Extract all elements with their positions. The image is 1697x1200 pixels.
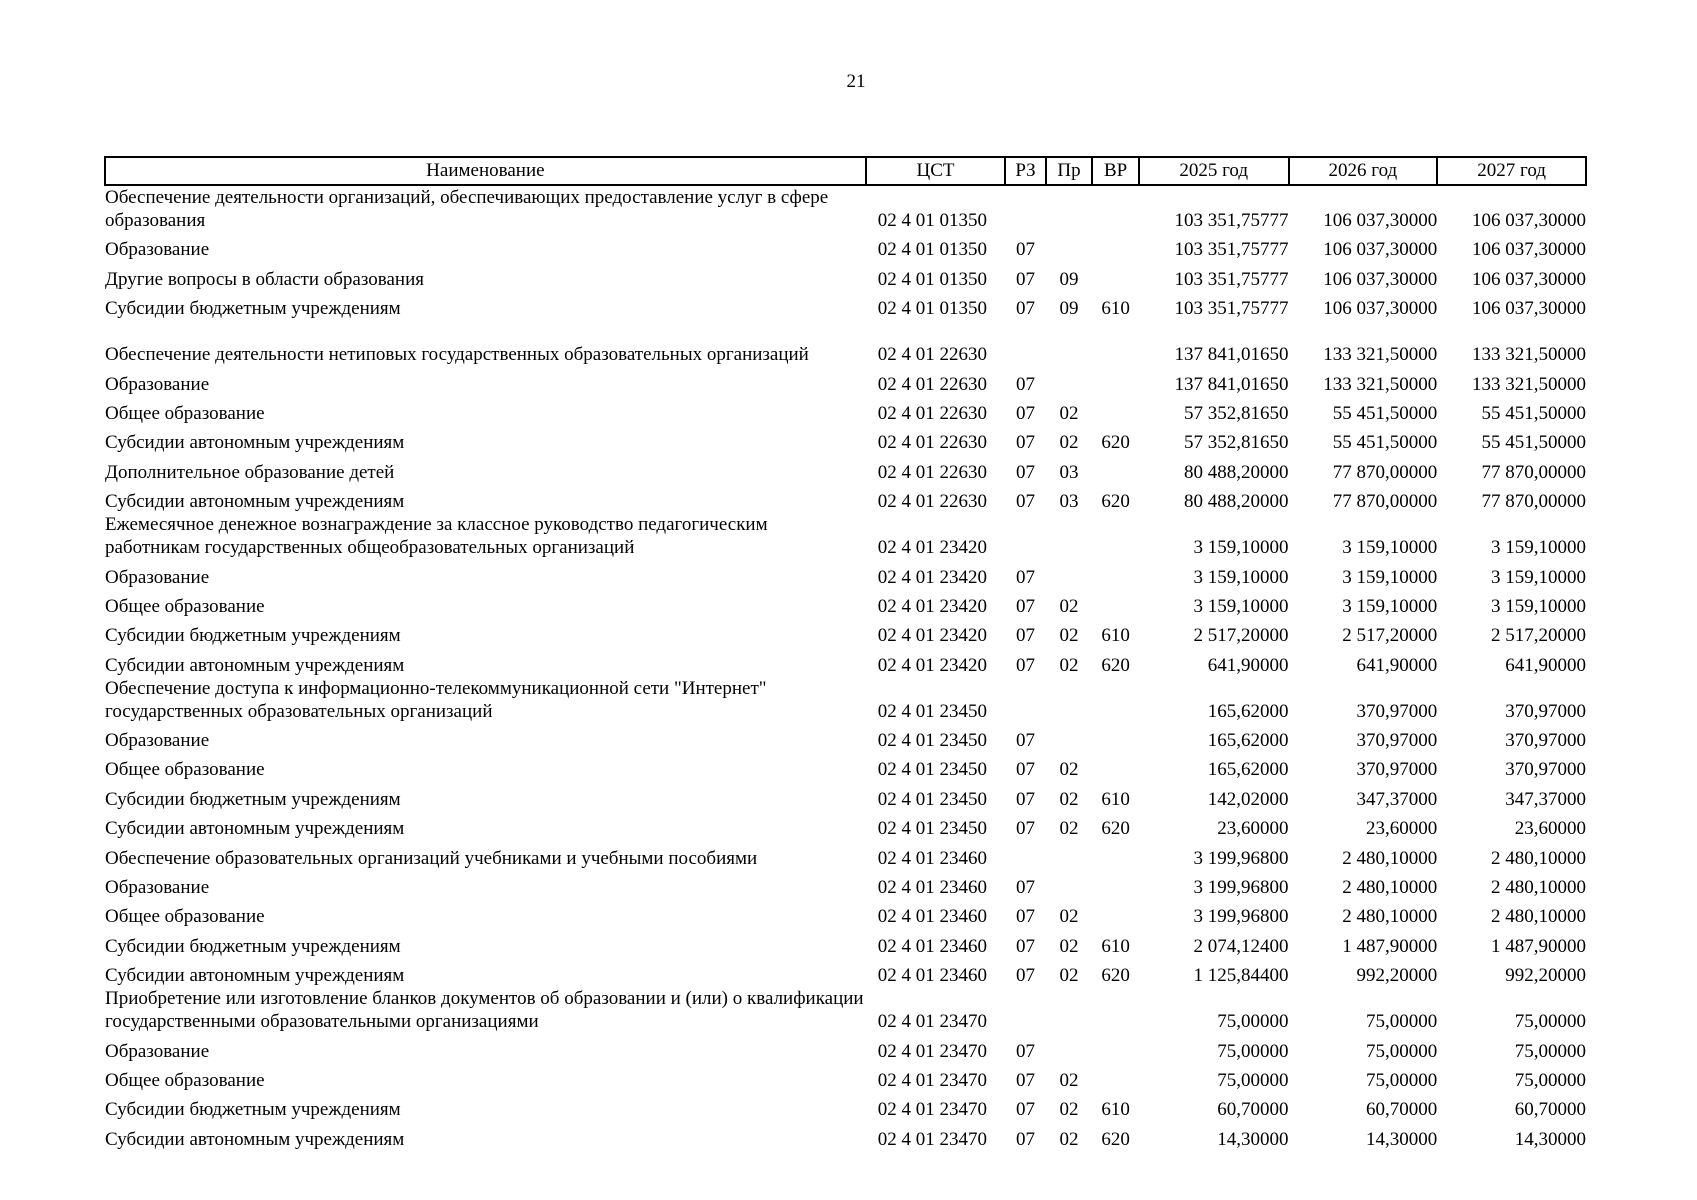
cell-2026: 14,30000 xyxy=(1365,1128,1438,1150)
cell-2027: 77 870,00000 xyxy=(1481,491,1586,513)
cell-vr xyxy=(1092,320,1139,366)
cell-2025: 103 351,75777 xyxy=(1174,210,1289,231)
cell-2027: 2 480,10000 xyxy=(1491,847,1586,869)
cell-2027: 3 159,10000 xyxy=(1491,566,1586,588)
cell-2025: 3 159,10000 xyxy=(1193,566,1289,588)
table-row xyxy=(105,811,1586,840)
cell-pr: 02 xyxy=(1059,1128,1079,1150)
cell-rz: 07 xyxy=(1016,298,1036,320)
cell-2025: 75,00000 xyxy=(1217,1011,1289,1033)
table-row xyxy=(105,618,1586,647)
cell-cst: 02 4 01 22630 xyxy=(877,402,987,424)
cell-name: Образование xyxy=(105,566,210,588)
cell-pr xyxy=(1046,987,1093,1033)
cell-2026: 55 451,50000 xyxy=(1332,432,1438,454)
cell-2027: 2 480,10000 xyxy=(1491,877,1586,899)
cell-2027: 75,00000 xyxy=(1514,1011,1586,1033)
cell-2026: 106 037,30000 xyxy=(1323,239,1438,261)
cell-name: Общее образование xyxy=(105,595,265,617)
cell-2027: 3 159,10000 xyxy=(1491,595,1586,617)
cell-name: Ежемесячное денежное вознаграждение за классное руководство педагогическим работникам государственных общеобразовательных организаций xyxy=(105,514,768,559)
cell-vr: 620 xyxy=(1101,432,1130,454)
cell-2026: 133 321,50000 xyxy=(1323,344,1438,366)
cell-2026: 2 480,10000 xyxy=(1342,847,1438,869)
cell-pr: 02 xyxy=(1059,1099,1079,1121)
cell-2026: 2 480,10000 xyxy=(1342,877,1438,899)
cell-vr xyxy=(1092,677,1139,723)
table-row xyxy=(105,1121,1586,1150)
cell-name: Общее образование xyxy=(105,906,265,928)
cell-vr xyxy=(1092,185,1139,232)
cell-2027: 992,20000 xyxy=(1505,965,1586,987)
cell-name: Субсидии автономным учреждениям xyxy=(105,654,405,676)
cell-2026: 55 451,50000 xyxy=(1332,402,1438,424)
cell-2025: 2 517,20000 xyxy=(1193,625,1289,647)
cell-name: Образование xyxy=(105,730,210,752)
cell-2026: 370,97000 xyxy=(1356,759,1438,781)
cell-2026: 75,00000 xyxy=(1365,1011,1438,1033)
table-row xyxy=(105,677,1586,723)
cell-cst: 02 4 01 23470 xyxy=(877,1040,987,1062)
cell-vr: 620 xyxy=(1101,1128,1130,1150)
cell-pr: 02 xyxy=(1059,935,1079,957)
table-row xyxy=(105,958,1586,987)
cell-pr: 09 xyxy=(1059,268,1079,290)
cell-2026: 106 037,30000 xyxy=(1323,210,1438,231)
cell-2027: 3 159,10000 xyxy=(1491,537,1586,559)
cell-cst: 02 4 01 23470 xyxy=(877,1128,987,1150)
header-2026: 2026 год xyxy=(1289,157,1438,185)
cell-rz xyxy=(1005,185,1045,232)
cell-2027: 2 517,20000 xyxy=(1491,625,1586,647)
cell-pr: 03 xyxy=(1059,461,1079,483)
cell-2026: 370,97000 xyxy=(1356,730,1438,752)
cell-name: Образование xyxy=(105,373,210,395)
cell-pr: 02 xyxy=(1059,625,1079,647)
cell-name: Образование xyxy=(105,877,210,899)
cell-2026: 60,70000 xyxy=(1365,1099,1438,1121)
cell-2027: 106 037,30000 xyxy=(1472,268,1586,290)
cell-cst: 02 4 01 22630 xyxy=(877,432,987,454)
cell-vr xyxy=(1092,840,1139,869)
cell-cst: 02 4 01 23460 xyxy=(877,965,987,987)
cell-vr xyxy=(1092,232,1139,261)
cell-rz: 07 xyxy=(1016,239,1036,261)
cell-rz: 07 xyxy=(1016,566,1036,588)
cell-2025: 14,30000 xyxy=(1217,1128,1289,1150)
cell-name: Субсидии бюджетным учреждениям xyxy=(105,625,401,647)
cell-2026: 992,20000 xyxy=(1356,965,1438,987)
cell-2026: 370,97000 xyxy=(1356,700,1438,722)
cell-2025: 80 488,20000 xyxy=(1184,491,1289,513)
cell-2025: 57 352,81650 xyxy=(1184,402,1289,424)
table-row xyxy=(105,928,1586,957)
cell-2025: 3 159,10000 xyxy=(1193,537,1289,559)
cell-rz: 07 xyxy=(1016,402,1036,424)
cell-vr xyxy=(1092,723,1139,752)
cell-2026: 106 037,30000 xyxy=(1323,268,1438,290)
cell-cst: 02 4 01 23460 xyxy=(877,935,987,957)
table-row xyxy=(105,589,1586,618)
cell-pr xyxy=(1046,723,1093,752)
cell-vr xyxy=(1092,454,1139,483)
cell-2027: 75,00000 xyxy=(1514,1069,1586,1091)
table-row xyxy=(105,781,1586,810)
cell-name: Субсидии бюджетным учреждениям xyxy=(105,935,401,957)
cell-2027: 60,70000 xyxy=(1514,1099,1586,1121)
cell-2026: 75,00000 xyxy=(1365,1069,1438,1091)
table-row xyxy=(105,320,1586,366)
cell-rz: 07 xyxy=(1016,877,1036,899)
cell-vr: 610 xyxy=(1101,788,1130,810)
header-2025: 2025 год xyxy=(1139,157,1289,185)
cell-rz xyxy=(1005,677,1045,723)
cell-rz: 07 xyxy=(1016,1128,1036,1150)
cell-rz: 07 xyxy=(1016,730,1036,752)
cell-pr xyxy=(1046,185,1093,232)
cell-vr xyxy=(1092,261,1139,290)
cell-cst: 02 4 01 23420 xyxy=(877,654,987,676)
cell-vr xyxy=(1092,1033,1139,1062)
cell-name: Субсидии бюджетным учреждениям xyxy=(105,1099,401,1121)
cell-2025: 165,62000 xyxy=(1207,759,1289,781)
cell-2027: 77 870,00000 xyxy=(1481,461,1586,483)
table-row xyxy=(105,396,1586,425)
cell-rz: 07 xyxy=(1016,373,1036,395)
table-row xyxy=(105,647,1586,676)
cell-vr xyxy=(1092,752,1139,781)
cell-pr xyxy=(1046,513,1093,559)
table-row xyxy=(105,1063,1586,1092)
cell-name: Другие вопросы в области образования xyxy=(105,268,424,290)
cell-2027: 370,97000 xyxy=(1505,759,1586,781)
cell-pr xyxy=(1046,677,1093,723)
cell-2026: 75,00000 xyxy=(1365,1040,1438,1062)
cell-2025: 3 199,96800 xyxy=(1193,906,1289,928)
cell-2027: 370,97000 xyxy=(1505,700,1586,722)
cell-rz xyxy=(1005,840,1045,869)
table-row xyxy=(105,185,1586,232)
table-row xyxy=(105,987,1586,1033)
table-header-row xyxy=(105,157,1586,185)
cell-pr: 02 xyxy=(1059,759,1079,781)
cell-2027: 133 321,50000 xyxy=(1472,373,1586,395)
cell-name: Субсидии автономным учреждениям xyxy=(105,432,405,454)
cell-vr xyxy=(1092,513,1139,559)
cell-cst: 02 4 01 01350 xyxy=(877,268,987,290)
cell-rz: 07 xyxy=(1016,654,1036,676)
cell-rz: 07 xyxy=(1016,268,1036,290)
cell-vr: 620 xyxy=(1101,654,1130,676)
cell-rz xyxy=(1005,320,1045,366)
cell-rz xyxy=(1005,987,1045,1033)
cell-2027: 106 037,30000 xyxy=(1472,210,1586,231)
page-number: 21 xyxy=(846,71,866,92)
cell-2025: 641,90000 xyxy=(1207,654,1289,676)
cell-cst: 02 4 01 23470 xyxy=(877,1069,987,1091)
cell-2025: 137 841,01650 xyxy=(1174,373,1289,395)
cell-2026: 3 159,10000 xyxy=(1342,537,1438,559)
cell-cst: 02 4 01 23450 xyxy=(877,818,987,840)
cell-pr: 02 xyxy=(1059,432,1079,454)
cell-cst: 02 4 01 23470 xyxy=(877,1099,987,1121)
cell-cst: 02 4 01 22630 xyxy=(877,373,987,395)
table-row xyxy=(105,752,1586,781)
cell-pr xyxy=(1046,320,1093,366)
cell-cst: 02 4 01 22630 xyxy=(877,344,987,366)
table-row xyxy=(105,366,1586,395)
header-name: Наименование xyxy=(105,157,866,185)
table-row xyxy=(105,899,1586,928)
cell-pr xyxy=(1046,232,1093,261)
cell-rz: 07 xyxy=(1016,935,1036,957)
cell-name: Обеспечение образовательных организаций учебниками и учебными пособиями xyxy=(105,847,758,869)
cell-name: Обеспечение доступа к информационно-телекоммуникационной сети "Интернет" государственных образовательных организаций xyxy=(105,677,767,722)
cell-cst: 02 4 01 23460 xyxy=(877,877,987,899)
cell-name: Субсидии автономным учреждениям xyxy=(105,965,405,987)
table-row xyxy=(105,559,1586,588)
cell-cst: 02 4 01 01350 xyxy=(877,298,987,320)
cell-cst: 02 4 01 23420 xyxy=(877,566,987,588)
cell-2027: 347,37000 xyxy=(1505,788,1586,810)
cell-2026: 1 487,90000 xyxy=(1342,935,1438,957)
cell-pr: 02 xyxy=(1059,965,1079,987)
cell-cst: 02 4 01 23450 xyxy=(877,788,987,810)
cell-name: Субсидии автономным учреждениям xyxy=(105,1128,405,1150)
cell-pr xyxy=(1046,870,1093,899)
cell-cst: 02 4 01 23460 xyxy=(877,906,987,928)
cell-vr: 620 xyxy=(1101,491,1130,513)
cell-2026: 2 480,10000 xyxy=(1342,906,1438,928)
cell-vr xyxy=(1092,589,1139,618)
cell-vr: 610 xyxy=(1101,298,1130,320)
cell-vr xyxy=(1092,987,1139,1033)
cell-rz: 07 xyxy=(1016,1069,1036,1091)
cell-pr xyxy=(1046,559,1093,588)
cell-vr: 610 xyxy=(1101,935,1130,957)
header-2027: 2027 год xyxy=(1437,157,1586,185)
cell-2027: 1 487,90000 xyxy=(1491,935,1586,957)
cell-vr: 620 xyxy=(1101,818,1130,840)
cell-2027: 55 451,50000 xyxy=(1481,432,1586,454)
cell-vr xyxy=(1092,899,1139,928)
cell-2027: 75,00000 xyxy=(1514,1040,1586,1062)
cell-2025: 103 351,75777 xyxy=(1174,239,1289,261)
cell-2026: 347,37000 xyxy=(1356,788,1438,810)
cell-vr xyxy=(1092,1063,1139,1092)
cell-pr xyxy=(1046,840,1093,869)
cell-2027: 55 451,50000 xyxy=(1481,402,1586,424)
cell-cst: 02 4 01 22630 xyxy=(877,491,987,513)
table-row xyxy=(105,425,1586,454)
header-vr: ВР xyxy=(1092,157,1139,185)
cell-cst: 02 4 01 23420 xyxy=(877,625,987,647)
cell-name: Обеспечение деятельности организаций, обеспечивающих предоставление услуг в сфере образования xyxy=(105,187,829,231)
table-row xyxy=(105,723,1586,752)
table-row xyxy=(105,1033,1586,1062)
cell-name: Субсидии автономным учреждениям xyxy=(105,491,405,513)
cell-rz: 07 xyxy=(1016,432,1036,454)
cell-2025: 57 352,81650 xyxy=(1184,432,1289,454)
cell-pr: 02 xyxy=(1059,654,1079,676)
table-row xyxy=(105,232,1586,261)
cell-rz: 07 xyxy=(1016,965,1036,987)
cell-name: Приобретение или изготовление бланков документов об образовании и (или) о квалификации государственными образовательными организациями xyxy=(105,988,864,1033)
table-row xyxy=(105,484,1586,513)
cell-name: Субсидии бюджетным учреждениям xyxy=(105,298,401,320)
cell-2026: 3 159,10000 xyxy=(1342,595,1438,617)
cell-2027: 106 037,30000 xyxy=(1472,298,1586,320)
cell-name: Дополнительное образование детей xyxy=(105,461,395,483)
cell-name: Субсидии автономным учреждениям xyxy=(105,818,405,840)
cell-2027: 2 480,10000 xyxy=(1491,906,1586,928)
cell-2025: 80 488,20000 xyxy=(1184,461,1289,483)
cell-pr: 02 xyxy=(1059,906,1079,928)
cell-2027: 23,60000 xyxy=(1514,818,1586,840)
table-row xyxy=(105,840,1586,869)
cell-name: Общее образование xyxy=(105,1069,265,1091)
cell-name: Обеспечение деятельности нетиповых государственных образовательных организаций xyxy=(105,344,809,366)
cell-pr: 09 xyxy=(1059,298,1079,320)
cell-2026: 106 037,30000 xyxy=(1323,298,1438,320)
cell-cst: 02 4 01 23450 xyxy=(877,700,987,722)
cell-cst: 02 4 01 23420 xyxy=(877,595,987,617)
table-row xyxy=(105,1092,1586,1121)
cell-2025: 165,62000 xyxy=(1207,700,1289,722)
cell-2025: 137 841,01650 xyxy=(1174,344,1289,366)
table-row xyxy=(105,870,1586,899)
table-row xyxy=(105,291,1586,320)
cell-name: Образование xyxy=(105,1040,210,1062)
cell-cst: 02 4 01 23450 xyxy=(877,730,987,752)
cell-pr xyxy=(1046,366,1093,395)
cell-rz xyxy=(1005,513,1045,559)
header-pr: Пр xyxy=(1046,157,1093,185)
cell-2026: 3 159,10000 xyxy=(1342,566,1438,588)
cell-rz: 07 xyxy=(1016,818,1036,840)
cell-rz: 07 xyxy=(1016,491,1036,513)
cell-2025: 1 125,84400 xyxy=(1193,965,1289,987)
cell-cst: 02 4 01 23470 xyxy=(877,1011,987,1033)
cell-cst: 02 4 01 23420 xyxy=(877,537,987,559)
cell-pr: 03 xyxy=(1059,491,1079,513)
budget-table xyxy=(104,156,1587,1151)
cell-2026: 641,90000 xyxy=(1356,654,1438,676)
cell-2025: 75,00000 xyxy=(1217,1069,1289,1091)
cell-2027: 370,97000 xyxy=(1505,730,1586,752)
cell-name: Общее образование xyxy=(105,402,265,424)
cell-vr: 610 xyxy=(1101,1099,1130,1121)
table-row xyxy=(105,261,1586,290)
cell-vr xyxy=(1092,559,1139,588)
cell-2025: 165,62000 xyxy=(1207,730,1289,752)
cell-cst: 02 4 01 01350 xyxy=(877,210,987,231)
cell-pr: 02 xyxy=(1059,595,1079,617)
header-cst: ЦСТ xyxy=(866,157,1006,185)
cell-2026: 2 517,20000 xyxy=(1342,625,1438,647)
cell-rz: 07 xyxy=(1016,788,1036,810)
cell-2025: 142,02000 xyxy=(1207,788,1289,810)
cell-2026: 77 870,00000 xyxy=(1332,491,1438,513)
cell-rz: 07 xyxy=(1016,625,1036,647)
cell-rz: 07 xyxy=(1016,1040,1036,1062)
cell-2027: 106 037,30000 xyxy=(1472,239,1586,261)
cell-cst: 02 4 01 22630 xyxy=(877,461,987,483)
cell-2025: 3 199,96800 xyxy=(1193,847,1289,869)
cell-pr: 02 xyxy=(1059,788,1079,810)
cell-rz: 07 xyxy=(1016,595,1036,617)
cell-2027: 14,30000 xyxy=(1514,1128,1586,1150)
cell-2025: 3 159,10000 xyxy=(1193,595,1289,617)
cell-2027: 641,90000 xyxy=(1505,654,1586,676)
cell-cst: 02 4 01 23460 xyxy=(877,847,987,869)
cell-rz: 07 xyxy=(1016,1099,1036,1121)
cell-pr xyxy=(1046,1033,1093,1062)
cell-pr: 02 xyxy=(1059,818,1079,840)
cell-vr xyxy=(1092,870,1139,899)
cell-2026: 77 870,00000 xyxy=(1332,461,1438,483)
cell-2027: 133 321,50000 xyxy=(1472,344,1586,366)
cell-2025: 60,70000 xyxy=(1217,1099,1289,1121)
cell-2025: 2 074,12400 xyxy=(1193,935,1289,957)
cell-vr: 610 xyxy=(1101,625,1130,647)
cell-pr: 02 xyxy=(1059,1069,1079,1091)
cell-name: Образование xyxy=(105,239,210,261)
cell-2025: 103 351,75777 xyxy=(1174,298,1289,320)
cell-rz: 07 xyxy=(1016,906,1036,928)
table-row xyxy=(105,513,1586,559)
cell-2025: 3 199,96800 xyxy=(1193,877,1289,899)
header-rz: РЗ xyxy=(1005,157,1045,185)
cell-cst: 02 4 01 23450 xyxy=(877,759,987,781)
cell-2026: 23,60000 xyxy=(1365,818,1438,840)
cell-rz: 07 xyxy=(1016,461,1036,483)
table-row xyxy=(105,454,1586,483)
cell-vr xyxy=(1092,366,1139,395)
cell-2026: 133 321,50000 xyxy=(1323,373,1438,395)
cell-name: Общее образование xyxy=(105,759,265,781)
cell-vr: 620 xyxy=(1101,965,1130,987)
cell-2025: 23,60000 xyxy=(1217,818,1289,840)
table-body xyxy=(105,185,1586,1151)
cell-name: Субсидии бюджетным учреждениям xyxy=(105,788,401,810)
cell-pr: 02 xyxy=(1059,402,1079,424)
cell-rz: 07 xyxy=(1016,759,1036,781)
cell-2025: 75,00000 xyxy=(1217,1040,1289,1062)
cell-2025: 103 351,75777 xyxy=(1174,268,1289,290)
cell-vr xyxy=(1092,396,1139,425)
cell-cst: 02 4 01 01350 xyxy=(877,239,987,261)
